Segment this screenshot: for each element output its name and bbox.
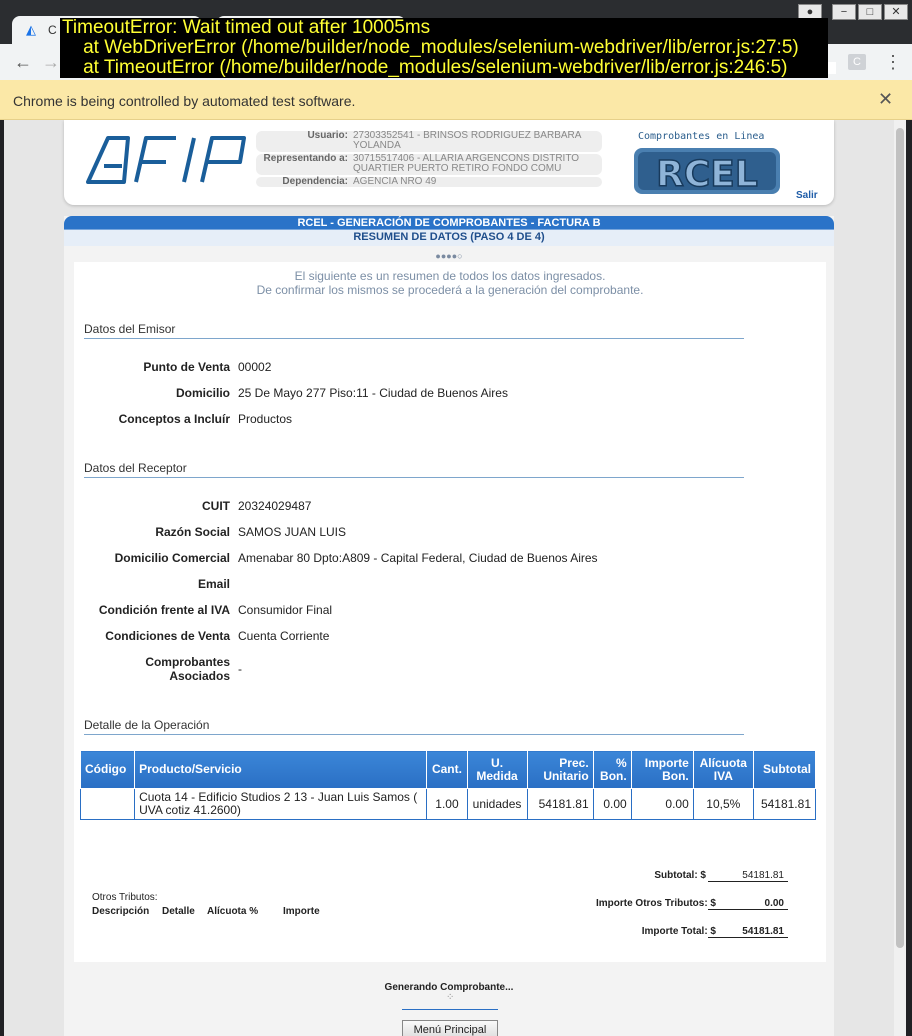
razon-social-label: Razón Social [155, 525, 230, 539]
usuario-value: 27303352541 - BRINSOS RODRIGUEZ BARBARA YOLANDA [353, 130, 581, 151]
col-alicuota-1: Alícuota [699, 755, 747, 770]
comprobantes-asociados-label-1: Comprobantes [145, 655, 230, 669]
page-viewport [4, 120, 906, 1036]
cell-producto: Cuota 14 - Edificio Studios 2 13 - Juan Luis Samos ( UVA cotiz 41.2600) [135, 789, 427, 820]
section-emisor: Datos del Emisor [84, 322, 744, 339]
cell-cant: 1.00 [427, 789, 467, 820]
col-impbon-1: Importe [644, 755, 689, 770]
afip-header [64, 120, 834, 205]
usuario-row [256, 131, 602, 152]
close-window-icon[interactable]: ✕ [884, 4, 908, 20]
otros-col-importe: Importe [283, 906, 320, 917]
panel-header [64, 216, 834, 246]
maximize-icon[interactable]: □ [858, 4, 882, 20]
email-label: Email [197, 577, 230, 591]
step-indicator: ●●●●○ [435, 251, 463, 261]
importe-total-value: 54181.81 [708, 926, 788, 938]
salir-link[interactable]: Salir [796, 190, 818, 201]
col-codigo: Código [81, 751, 135, 789]
rcel-caption: Comprobantes en Linea [638, 131, 765, 142]
generando-status: Generando Comprobante... [384, 982, 514, 993]
col-subtotal: Subtotal [753, 751, 815, 789]
menu-principal-button[interactable]: Menú Principal [402, 1020, 498, 1036]
loading-spinner-icon: ⁘ [446, 992, 455, 1003]
usuario-label: Usuario: [307, 130, 348, 141]
detalle-table [80, 750, 816, 820]
col-precio-2: Unitario [543, 768, 589, 783]
comprobantes-asociados-label-2: Asociados [169, 669, 230, 683]
subtotal-label: Subtotal: $ [654, 870, 706, 881]
representando-row [256, 154, 602, 175]
cell-alicuota: 10,5% [693, 789, 753, 820]
condicion-iva-value: Consumidor Final [238, 603, 333, 617]
resumen-content [74, 262, 826, 962]
col-bon [593, 751, 631, 789]
automation-infobar [0, 80, 912, 120]
resumen-panel [64, 216, 834, 1036]
infobar-close-icon[interactable]: ✕ [878, 89, 894, 109]
cell-subtotal: 54181.81 [753, 789, 815, 820]
table-row [81, 789, 816, 820]
tab-title: C [48, 23, 57, 37]
otros-tributos-total-value: 0.00 [708, 898, 788, 910]
punto-venta-label: Punto de Venta [143, 360, 230, 374]
otros-col-descripcion: Descripción [92, 906, 150, 917]
razon-social-value: SAMOS JUAN LUIS [238, 525, 347, 539]
comprobantes-asociados-label [74, 655, 230, 683]
col-bon-1: % [616, 755, 627, 770]
col-alicuota-2: IVA [713, 768, 733, 783]
conceptos-label: Conceptos a Incluír [118, 412, 230, 426]
cuit-label: CUIT [202, 499, 230, 513]
table-header-row [81, 751, 816, 789]
col-impbon-2: Bon. [662, 768, 689, 783]
otros-tributos-title: Otros Tributos: [92, 892, 158, 903]
otros-col-detalle: Detalle [162, 906, 195, 917]
rcel-logo [632, 146, 782, 196]
subtotal-value: 54181.81 [708, 870, 788, 882]
intro-line-1: El siguiente es un resumen de todos los datos ingresados. [294, 269, 606, 283]
dependencia-row [256, 177, 602, 187]
chrome-menu-icon[interactable]: ⋮ [884, 52, 902, 72]
scrollbar-thumb[interactable] [896, 128, 904, 948]
extension-icon[interactable]: C [848, 54, 866, 70]
col-medida-1: U. [491, 755, 504, 770]
error-line-2: at WebDriverError (/home/builder/node_modules/selenium-webdriver/lib/error.js:27:5) [62, 37, 799, 58]
afip-logo [84, 130, 259, 190]
cell-codigo [81, 789, 135, 820]
col-bon-2: Bon. [600, 768, 627, 783]
otros-col-alicuota: Alícuota % [207, 906, 259, 917]
punto-venta-value: 00002 [238, 360, 272, 374]
intro-line-2: De confirmar los mismos se procederá a la generación del comprobante. [256, 283, 644, 297]
cell-precio: 54181.81 [527, 789, 593, 820]
importe-total-label: Importe Total: $ [641, 926, 716, 937]
domicilio-comercial-label: Domicilio Comercial [114, 551, 230, 565]
rcel-logo-text: RCEL [656, 154, 758, 195]
error-line-1: TimeoutError: Wait timed out after 10005ms [62, 17, 431, 38]
text-cursor [828, 62, 836, 74]
cell-impbon: 0.00 [631, 789, 693, 820]
page-scrollbar[interactable] [894, 120, 906, 1036]
cell-bon: 0.00 [593, 789, 631, 820]
domicilio-label: Domicilio [175, 386, 230, 400]
minimize-icon[interactable]: − [832, 4, 856, 20]
conceptos-value: Productos [238, 412, 293, 426]
representando-label: Representando a: [263, 153, 348, 164]
condiciones-venta-label: Condiciones de Venta [105, 629, 230, 643]
section-receptor: Datos del Receptor [84, 461, 744, 478]
cuit-value: 20324029487 [238, 499, 312, 513]
col-producto: Producto/Servicio [135, 751, 427, 789]
domicilio-value: 25 De Mayo 277 Piso:11 - Ciudad de Buenos Aires [238, 386, 508, 400]
col-cant: Cant. [427, 751, 467, 789]
condicion-iva-label: Condición frente al IVA [98, 603, 230, 617]
dependencia-label: Dependencia: [282, 176, 348, 187]
error-line-3: at TimeoutError (/home/builder/node_modules/selenium-webdriver/lib/error.js:246:5) [62, 57, 788, 78]
forward-arrow-icon[interactable]: → [42, 52, 60, 72]
otros-tributos-total-label: Importe Otros Tributos: $ [595, 898, 716, 909]
section-operacion: Detalle de la Operación [84, 718, 744, 735]
account-icon[interactable]: ● [798, 4, 822, 20]
dependencia-value: AGENCIA NRO 49 [353, 176, 437, 187]
back-arrow-icon[interactable]: ← [14, 52, 32, 72]
timeout-error-overlay [60, 18, 828, 78]
afip-favicon-icon: ◭ [26, 22, 36, 37]
col-medida-2: Medida [476, 768, 518, 783]
col-precio-1: Prec. [559, 755, 589, 770]
cell-medida: unidades [467, 789, 527, 820]
panel-title: RCEL - GENERACIÓN DE COMPROBANTES - FACTURA B [297, 217, 601, 229]
col-medida [467, 751, 527, 789]
col-impbon [631, 751, 693, 789]
infobar-message: Chrome is being controlled by automated test software. [13, 93, 356, 109]
panel-subtitle: RESUMEN DE DATOS (PASO 4 DE 4) [353, 231, 545, 243]
comprobantes-asociados-value: - [238, 662, 242, 676]
col-precio [527, 751, 593, 789]
generando-divider [402, 1009, 498, 1010]
condiciones-venta-value: Cuenta Corriente [238, 629, 330, 643]
domicilio-comercial-value: Amenabar 80 Dpto:A809 - Capital Federal, Ciudad de Buenos Aires [238, 551, 598, 565]
representando-value: 30715517406 - ALLARIA ARGENCONS DISTRITO QUARTIER PUERTO RETIRO FONDO COMU [353, 153, 580, 174]
col-alicuota [693, 751, 753, 789]
